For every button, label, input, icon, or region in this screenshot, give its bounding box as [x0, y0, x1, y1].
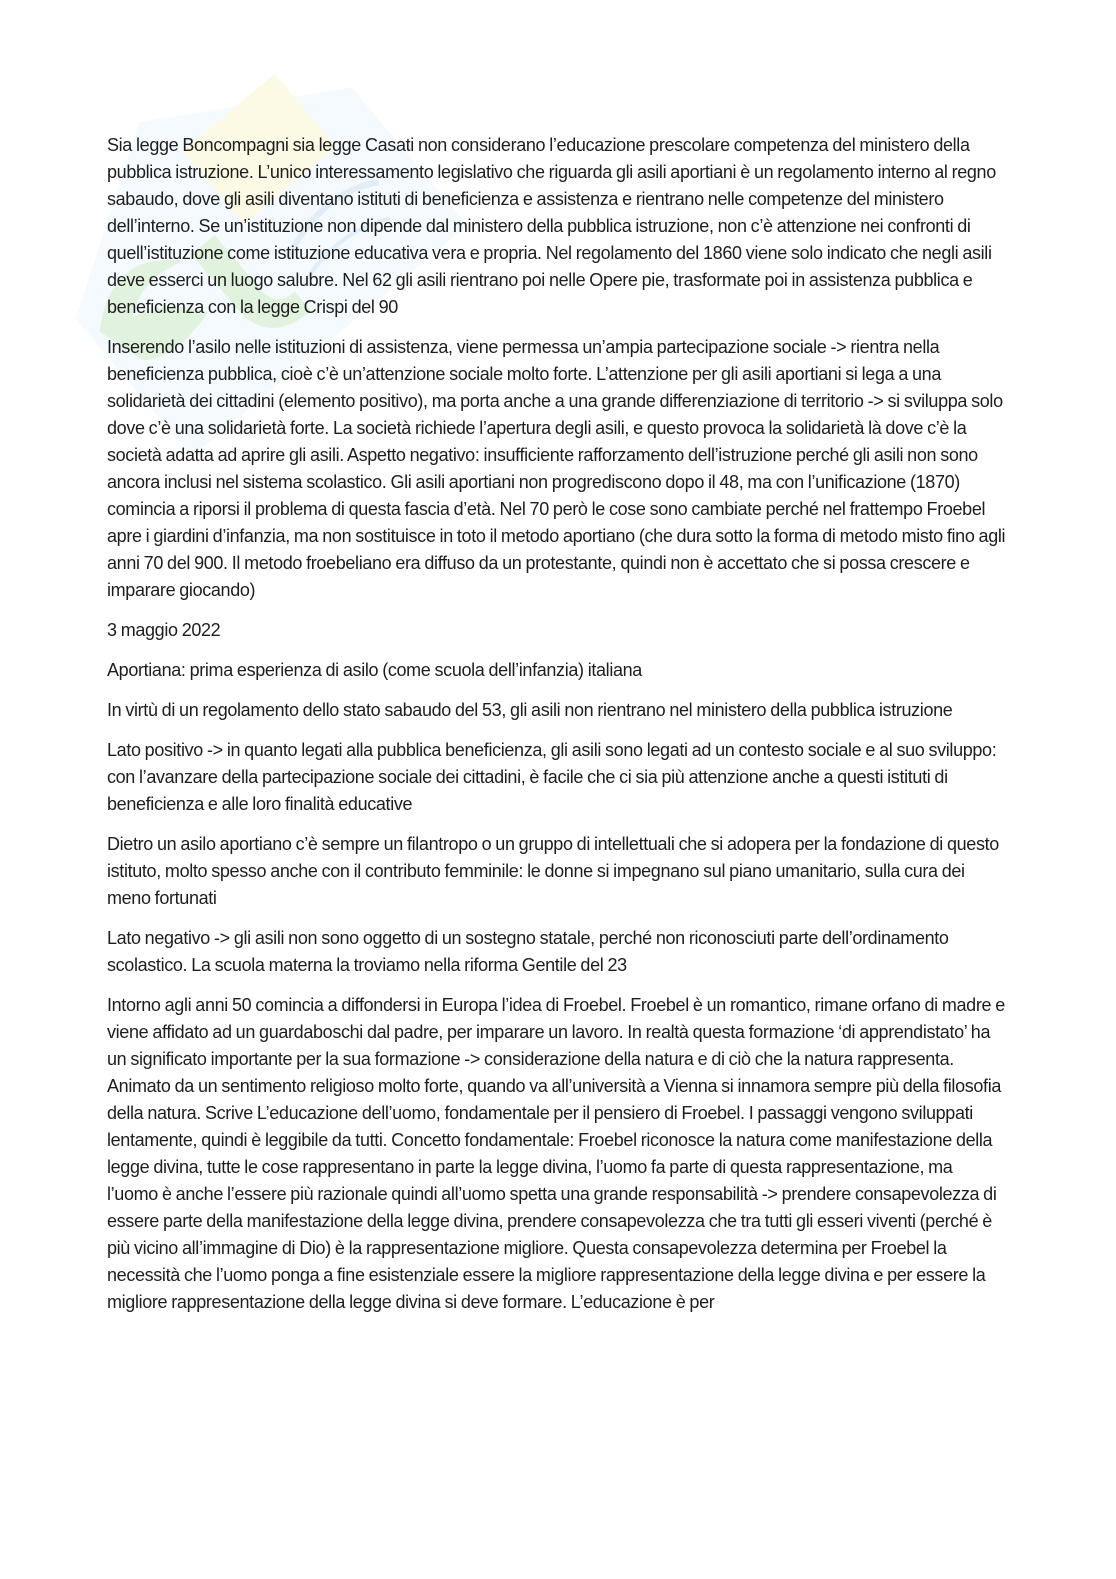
paragraph-lato-positivo: Lato positivo -> in quanto legati alla pubblica beneficienza, gli asili sono legati ad un contesto sociale e al suo sviluppo: con l’avanzare della partecipazione sociale dei cittadini, è facile che ci sia più attenzione anche a questi istituti di beneficienza e alle loro finalità educative — [107, 740, 997, 814]
paragraph-froebel: Intorno agli anni 50 comincia a diffondersi in Europa l’idea di Froebel. Froebel è un romantico, rimane orfano di madre e viene affidato ad un guardaboschi dal padre, per imparare un lavoro. In realtà questa formazione ‘di apprendistato’ ha un significato importante per la sua formazione -> considerazione della natura e di ciò che la natura rappresenta. Animato da un sentimento religioso molto forte, quando va all’università a Vienna si innamora sempre più della filosofia della natura. Scrive L’educazione dell’uomo, fondamentale per il pensiero di Froebel. I passaggi vengono sviluppati lentamente, quindi è leggibile da tutti. Concetto fondamentale: Froebel riconosce la natura come manifestazione della legge divina, tutte le cose rappresentano in parte la legge divina, l’uomo fa parte di questa rappresentazione, ma l’uomo è anche l’essere più razionale quindi all’uomo spetta una grande responsabilità -> prendere consapevolezza di essere parte della manifestazione della legge divina, prendere consapevolezza che tra tutti gli esseri viventi (perché è più vicino all’immagine di Dio) è la rappresentazione migliore. Questa consapevolezza determina per Froebel la necessità che l’uomo ponga a fine esistenziale essere la migliore rappresentazione della legge divina e per essere la migliore rappresentazione della legge divina si deve formare. L’educazione è per — [107, 995, 1005, 1312]
document-body — [107, 132, 1007, 1329]
paragraph-date: 3 maggio 2022 — [107, 620, 221, 640]
paragraph-aportiana: Aportiana: prima esperienza di asilo (come scuola dell’infanzia) italiana — [107, 660, 642, 680]
paragraph-legislation: Sia legge Boncompagni sia legge Casati non considerano l’educazione prescolare competenza del ministero della pubblica istruzione. L’unico interessamento legislativo che riguarda gli asili aportiani è un regolamento interno al regno sabaudo, dove gli asili diventano istituti di beneficienza e assistenza e rientrano nelle competenze del ministero dell’interno. Se un’istituzione non dipende dal ministero della pubblica istruzione, non c’è attenzione nei confronti di quell’istituzione come istituzione educativa vera e propria. Nel regolamento del 1860 viene solo indicato che negli asili deve esserci un luogo salubre. Nel 62 gli asili rientrano poi nelle Opere pie, trasformate poi in assistenza pubblica e beneficienza con la legge Crispi del 90 — [107, 135, 996, 317]
paragraph-assistance: Inserendo l’asilo nelle istituzioni di assistenza, viene permessa un’ampia partecipazione sociale -> rientra nella beneficienza pubblica, cioè c’è un’attenzione sociale molto forte. L’attenzione per gli asili aportiani si lega a una solidarietà dei cittadini (elemento positivo), ma porta anche a una grande differenziazione di territorio -> si sviluppa solo dove c’è una solidarietà forte. La società richiede l’apertura degli asili, e questo provoca la solidarietà là dove c’è la società adatta ad aprire gli asili. Aspetto negativo: insufficiente rafforzamento dell’istruzione perché gli asili non sono ancora inclusi nel sistema scolastico. Gli asili aportiani non progrediscono dopo il 48, ma con l’unificazione (1870) comincia a riporsi il problema di questa fascia d’età. Nel 70 però le cose sono cambiate perché nel frattempo Froebel apre i giardini d’infanzia, ma non sostituisce in toto il metodo aportiano (che dura sotto la forma di metodo misto fino agli anni 70 del 900. Il metodo froebeliano era diffuso da un protestante, quindi non è accettato che si possa crescere e imparare giocando) — [107, 337, 1006, 600]
paragraph-filantropo: Dietro un asilo aportiano c’è sempre un filantropo o un gruppo di intellettuali che si adopera per la fondazione di questo istituto, molto spesso anche con il contributo femminile: le donne si impegnano sul piano umanitario, sulla cura dei meno fortunati — [107, 834, 999, 908]
paragraph-regolamento: In virtù di un regolamento dello stato sabaudo del 53, gli asili non rientrano nel ministero della pubblica istruzione — [107, 700, 953, 720]
paragraph-lato-negativo: Lato negativo -> gli asili non sono oggetto di un sostegno statale, perché non riconosciuti parte dell’ordinamento scolastico. La scuola materna la troviamo nella riforma Gentile del 23 — [107, 928, 949, 975]
